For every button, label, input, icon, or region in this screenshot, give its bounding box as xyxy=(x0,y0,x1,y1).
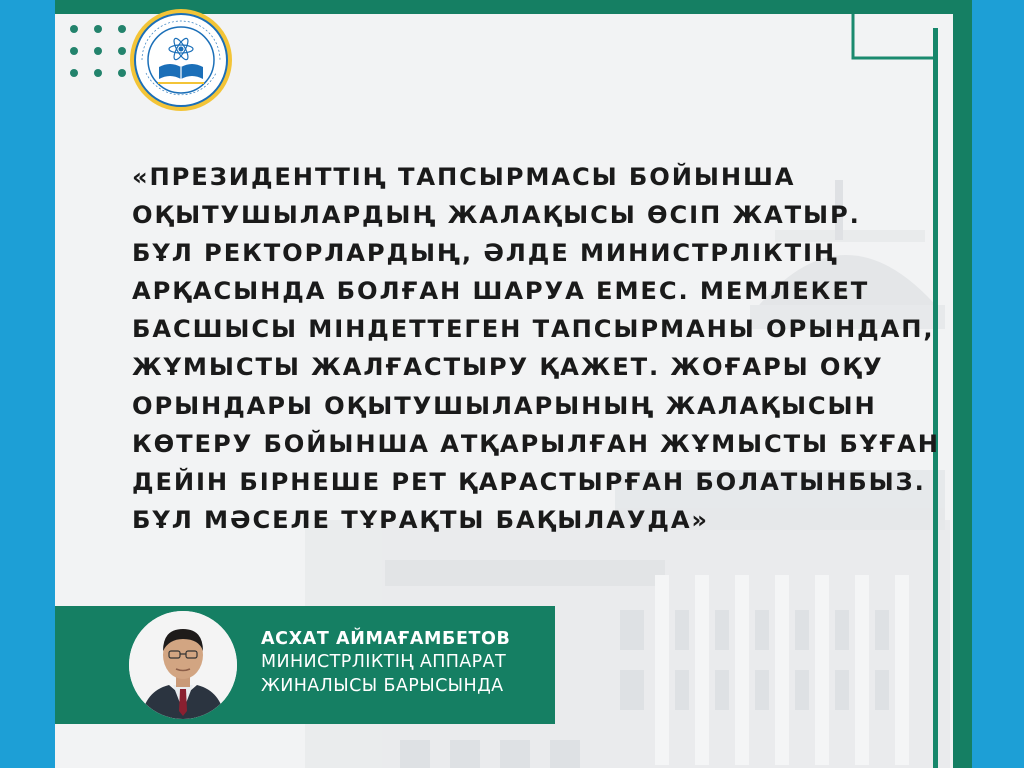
left-blue-border xyxy=(0,0,55,768)
ministry-emblem-logo xyxy=(128,7,234,113)
quote-text: «ПРЕЗИДЕНТТІҢ ТАПСЫРМАСЫ БОЙЫНША ОҚЫТУШЫЛАРДЫҢ ЖАЛАҚЫСЫ ӨСІП ЖАТЫР. БҰЛ РЕКТОРЛАРДЫҢ, ӘЛДЕ МИНИСТРЛІКТІҢ АРҚАСЫНДА БОЛҒАН ШАРУА ЕМЕС. МЕМЛЕКЕТ БАСШЫСЫ МІНДЕТТЕГЕН ТАПСЫРМАНЫ ОРЫНДАП, ЖҰМЫСТЫ ЖАЛҒАСТЫРУ ҚАЖЕТ. ЖОҒАРЫ ОҚУ ОРЫНДАРЫ ОҚЫТУШЫЛАРЫНЫҢ ЖАЛАҚЫСЫН КӨТЕРУ БОЙЫНША АТҚАРЫЛҒАН ЖҰМЫСТЫ БҰҒАН ДЕЙІН БІРНЕШЕ РЕТ ҚАРАСТЫРҒАН БОЛАТЫНБЫЗ. БҰЛ МӘСЕЛЕ ТҰРАҚТЫ БАҚЫЛАУДА» xyxy=(132,163,940,534)
right-blue-border xyxy=(972,0,1024,768)
quote-card xyxy=(55,0,972,768)
speaker-context: ЖИНАЛЫСЫ БАРЫСЫНДА xyxy=(261,676,504,696)
speaker-avatar xyxy=(129,611,237,719)
speaker-position: МИНИСТРЛІКТІҢ АППАРАТ xyxy=(261,652,507,672)
speaker-caption xyxy=(261,628,510,698)
speaker-name: АСХАТ АЙМАҒАМБЕТОВ xyxy=(261,629,511,649)
right-green-band xyxy=(953,0,972,768)
